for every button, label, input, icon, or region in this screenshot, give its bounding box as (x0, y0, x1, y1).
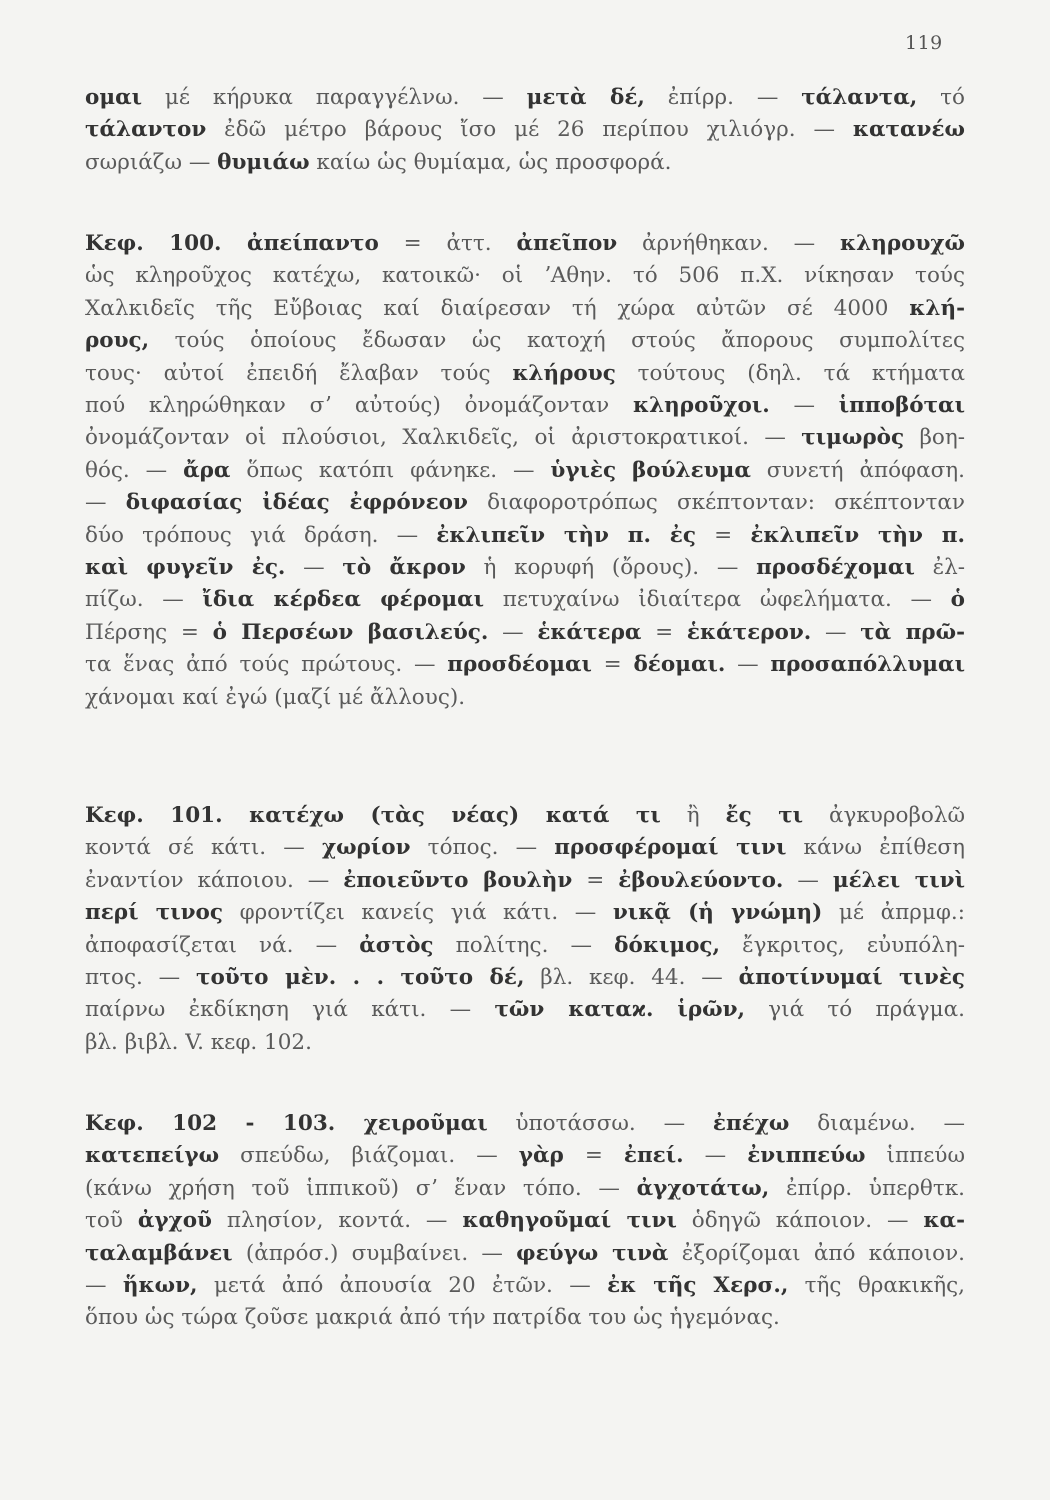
gloss-text: = (591, 652, 634, 678)
text-line (85, 1108, 965, 1140)
text-line (85, 82, 965, 114)
headword: τὸ ἄκρον (342, 555, 466, 581)
gloss-text: βλ. κεφ. 44. — (524, 965, 739, 991)
gloss-text: κάνω ἐπίθεση (786, 835, 965, 861)
gloss-text: ὅπως κατόπι φάνηκε. — (230, 457, 551, 483)
gloss-text: ἔγκριτος, εὐυπόλη- (720, 932, 965, 958)
gloss-text: τοῦ (85, 1208, 138, 1234)
gloss-text: διαμένω. — (789, 1111, 965, 1136)
gloss-text: γιά τό πράγμα. (745, 997, 965, 1023)
gloss-text: τόπος. — (410, 835, 555, 861)
gloss-text: σωριάζω — (85, 149, 218, 175)
headword: δόκιμος, (614, 932, 721, 958)
gloss-text: διαφοροτρόπως σκέπτονταν: σκέπτονταν (467, 490, 965, 516)
gloss-text: ἐναντίον κάποιου. — (85, 867, 344, 893)
gloss-text: (ἀπρόσ.) συμβαίνει. — (232, 1240, 517, 1266)
headword: ἴδια κέρδεα φέρομαι (202, 587, 485, 613)
text-line (85, 1270, 965, 1302)
paragraph-chapter-101 (85, 800, 965, 1059)
headword: γὰρ (518, 1143, 564, 1169)
gloss-text: = (563, 1143, 624, 1169)
gloss-text: = ἀττ. (378, 231, 517, 256)
gloss-text: = (641, 619, 687, 645)
text-line (85, 962, 965, 994)
text-line (85, 682, 965, 714)
headword: ἐνιππεύω (747, 1143, 866, 1169)
headword: κα- (923, 1208, 965, 1234)
paragraph-chapter-100 (85, 228, 965, 714)
headword: καθηγοῦμαί τινι (462, 1208, 677, 1234)
gloss-text: ὅπου ὡς τώρα ζοῦσε μακριά ἀπό τήν πατρίδα του ὡς ἡγεμόνας. (85, 1305, 780, 1331)
text-line (85, 584, 965, 616)
gloss-text: ὀνομάζονταν οἱ πλούσιοι, Χαλκιδεῖς, οἱ ἀριστοκρατικοί. — (85, 425, 802, 451)
gloss-text: = (695, 522, 751, 548)
gloss-text: ἐλ- (914, 555, 965, 581)
gloss-text: (κάνω χρήση τοῦ ἱππικοῦ) σʼ ἕναν τόπο. — (85, 1175, 637, 1201)
gloss-text: ἐδῶ μέτρο βάρους ἴσο μέ 26 περίπου χιλιόγρ. — (206, 117, 853, 143)
gloss-text: — (783, 867, 833, 893)
headword: κατεπείγω (85, 1143, 220, 1169)
text-line (85, 1205, 965, 1237)
headword: ἐποιεῦντο βουλὴν (343, 867, 573, 893)
headword: ἀγχοῦ (137, 1208, 212, 1234)
gloss-text: ἢ (660, 803, 726, 828)
headword: κατανέω (852, 117, 965, 143)
gloss-text: βοη- (904, 425, 965, 451)
headword: τάλαντον (85, 117, 207, 143)
headword: τὰ πρῶ- (860, 619, 965, 645)
headword: περί τινος (85, 900, 223, 926)
text-line (85, 930, 965, 962)
headword: προσφέρομαί τινι (554, 835, 787, 861)
headword: προσδέχομαι (756, 555, 915, 581)
text-line (85, 1173, 965, 1205)
headword: ὁ Περσέων βασιλεύς. (212, 619, 489, 645)
headword: χωρίον (321, 835, 411, 861)
gloss-text: — (725, 652, 771, 678)
headword: Κεφ. 100. ἀπείπαντο (85, 231, 379, 256)
gloss-text: ἐπίρρ. — (644, 85, 802, 110)
gloss-text: καίω ὡς θυμίαμα, ὡς προσφορά. (309, 149, 672, 175)
headword: τῶν καταϰ. ἱρῶν, (494, 997, 745, 1023)
headword: τάλαντα, (801, 85, 918, 110)
gloss-text: τους· αὐτοί ἐπειδή ἔλαβαν τούς (85, 360, 513, 386)
gloss-text: χάνομαι καί ἐγώ (μαζί μέ ἄλλους). (85, 684, 466, 710)
headword: προσδέομαι (447, 652, 592, 678)
text-line (85, 832, 965, 864)
gloss-text: ἀγκυροβολῶ (803, 803, 965, 828)
gloss-text: τό (917, 85, 965, 110)
gloss-text: ὡς κληροῦχος κατέχω, κατοικῶ· οἱ ʼΑθην. τό 506 π.Χ. νίκησαν τούς (85, 263, 965, 289)
paragraph-chapter-102-103 (85, 1108, 965, 1335)
gloss-text: μέ ἀπρμφ.: (822, 900, 965, 926)
headword: ομαι (85, 85, 143, 110)
headword: ἱπποβόται (838, 393, 965, 419)
paragraph-chapter-99-end (85, 82, 965, 179)
gloss-text: — (85, 490, 126, 516)
headword: τοῦτο μὲν. . . τοῦτο δέ, (195, 965, 525, 991)
gloss-text: τῆς θρακικῆς, (788, 1273, 965, 1299)
gloss-text: ἱππεύω (865, 1143, 965, 1169)
gloss-text: φροντίζει κανείς γιά κάτι. — (222, 900, 613, 926)
gloss-text: παίρνω ἐκδίκηση γιά κάτι. — (85, 997, 495, 1023)
gloss-text: βλ. βιβλ. V. κεφ. 102. (85, 1029, 312, 1055)
gloss-text: πλησίον, κοντά. — (211, 1208, 463, 1234)
text-line (85, 552, 965, 584)
gloss-text: ὑποτάσσω. — (487, 1111, 713, 1136)
gloss-text: ἕνας ἀπό τούς πρώτους. — (111, 652, 448, 678)
headword: δέομαι. (633, 652, 726, 678)
headword: ἀγχοτάτω, (636, 1175, 770, 1201)
text-line (85, 325, 965, 357)
headword: διφασίας ἰδέας ἐφρόνεον (125, 490, 468, 516)
headword: ὁ (950, 587, 965, 613)
headword: νικᾷ (ἡ γνώμη) (612, 900, 823, 926)
headword: ἥκων, (122, 1273, 198, 1299)
headword: ταλαμβάνει (85, 1240, 233, 1266)
text-line (85, 455, 965, 487)
text-line (85, 617, 965, 649)
gloss-text: πού κληρώθηκαν σʼ αὐτούς) ὀνομάζονταν (85, 393, 633, 419)
text-line (85, 649, 965, 681)
gloss-text: — (285, 555, 343, 581)
headword: μέλει τινὶ (832, 867, 965, 893)
headword: ἐκλιπεῖν τὴν π. ἐς (436, 522, 696, 548)
text-line (85, 390, 965, 422)
headword: ἐπέχω (712, 1111, 790, 1136)
gloss-text: τούτους (δηλ. τά κτήματα (615, 360, 965, 386)
gloss-text: ἐξορίζομαι ἀπό κάποιον. (668, 1240, 965, 1266)
gloss-text: ὁδηγῶ κάποιον. — (676, 1208, 924, 1234)
headword: Κεφ. 102 - 103. χειροῦμαι (85, 1111, 488, 1136)
headword: κληρουχῶ (840, 231, 965, 256)
text-line (85, 897, 965, 929)
headword: κληροῦχοι. (632, 393, 770, 419)
text-line (85, 114, 965, 146)
headword: ρους, (85, 328, 150, 354)
text-line (85, 260, 965, 292)
gloss-text: μετά ἀπό ἀπουσία 20 ἐτῶν. — (197, 1273, 608, 1299)
text-line (85, 994, 965, 1026)
gloss-text: τούς ὁποίους ἔδωσαν ὡς κατοχή στούς ἄπορους συμπολίτες (149, 328, 965, 354)
text-line (85, 1140, 965, 1172)
headword: ἐκλιπεῖν τὴν π. (750, 522, 965, 548)
headword: προσαπόλλυμαι (770, 652, 965, 678)
gloss-text: δύο τρόπους γιά δράση. — (85, 522, 437, 548)
gloss-text: ἐπίρρ. ὑπερθτκ. (769, 1175, 965, 1201)
gloss-text: — (811, 619, 861, 645)
headword: ἄρα (183, 457, 231, 483)
headword: θυμιάω (217, 149, 310, 175)
headword: κλή- (909, 295, 965, 321)
text-line (85, 520, 965, 552)
gloss-text: πτος. — (85, 965, 196, 991)
gloss-text: θός. — (85, 457, 184, 483)
headword: ἑκάτερον. (686, 619, 812, 645)
page-number: 119 (905, 32, 943, 54)
text-line (85, 422, 965, 454)
headword: ἀστὸς (359, 932, 434, 958)
headword: ἐπεί. (623, 1143, 684, 1169)
text-line (85, 487, 965, 519)
gloss-text: συνετή ἀπόφαση. (750, 457, 965, 483)
gloss-text: ἀποφασίζεται νά. — (85, 932, 360, 958)
gloss-text: — (85, 1273, 123, 1299)
text-line (85, 147, 965, 179)
text-line (85, 293, 965, 325)
gloss-text: κοντά σέ κάτι. — (85, 835, 322, 861)
gloss-text: ἡ κορυφή (ὄρους). — (465, 555, 757, 581)
headword: καὶ φυγεῖν ἐς. (85, 555, 286, 581)
gloss-text: πετυχαίνω ἰδιαίτερα ὠφελήματα. — (484, 587, 951, 613)
headword: κλήρους (512, 360, 616, 386)
text-line (85, 1302, 965, 1334)
text-line (85, 1238, 965, 1270)
headword: ἐκ τῆς Χερσ., (607, 1273, 789, 1299)
text-line (85, 800, 965, 832)
headword: ἀπεῖπον (516, 231, 618, 256)
headword: ἔς τι (725, 803, 804, 828)
gloss-text: σπεύδω, βιάζομαι. — (219, 1143, 519, 1169)
headword: ὑγιὲς (550, 457, 617, 483)
gloss-text: = (572, 867, 619, 893)
headword: ἑκάτερα (537, 619, 642, 645)
gloss-text: Χαλκιδεῖς τῆς Εὔβοιας καί διαίρεσαν τή χώρα αὐτῶν σέ 4000 (85, 295, 910, 321)
gloss-text: — (683, 1143, 748, 1169)
gloss-text: πολίτης. — (433, 932, 615, 958)
gloss-text: — (769, 393, 839, 419)
text-line (85, 865, 965, 897)
headword: Κεφ. 101. κατέχω (τὰς νέας) κατά τι (85, 803, 661, 828)
headword: ἀποτίνυμαί τινὲς (738, 965, 965, 991)
headword: ἐβουλεύοντο. (618, 867, 784, 893)
headword: τιμωρὸς (801, 425, 905, 451)
gloss-text (616, 458, 632, 483)
gloss-text: Πέρσης = (85, 619, 213, 645)
gloss-text: ἀρνήθηκαν. — (617, 231, 840, 256)
headword: βούλευμα (632, 457, 751, 483)
gloss-text: μέ κήρυκα παραγγέλνω. — (142, 85, 527, 110)
headword: φεύγω τινὰ (516, 1240, 669, 1266)
gloss-text: τα (85, 652, 112, 678)
gloss-text: πίζω. — (85, 587, 203, 613)
text-line (85, 358, 965, 390)
text-line (85, 228, 965, 260)
headword: μετὰ δέ, (526, 85, 645, 110)
gloss-text: — (488, 619, 538, 645)
text-line (85, 1027, 965, 1059)
